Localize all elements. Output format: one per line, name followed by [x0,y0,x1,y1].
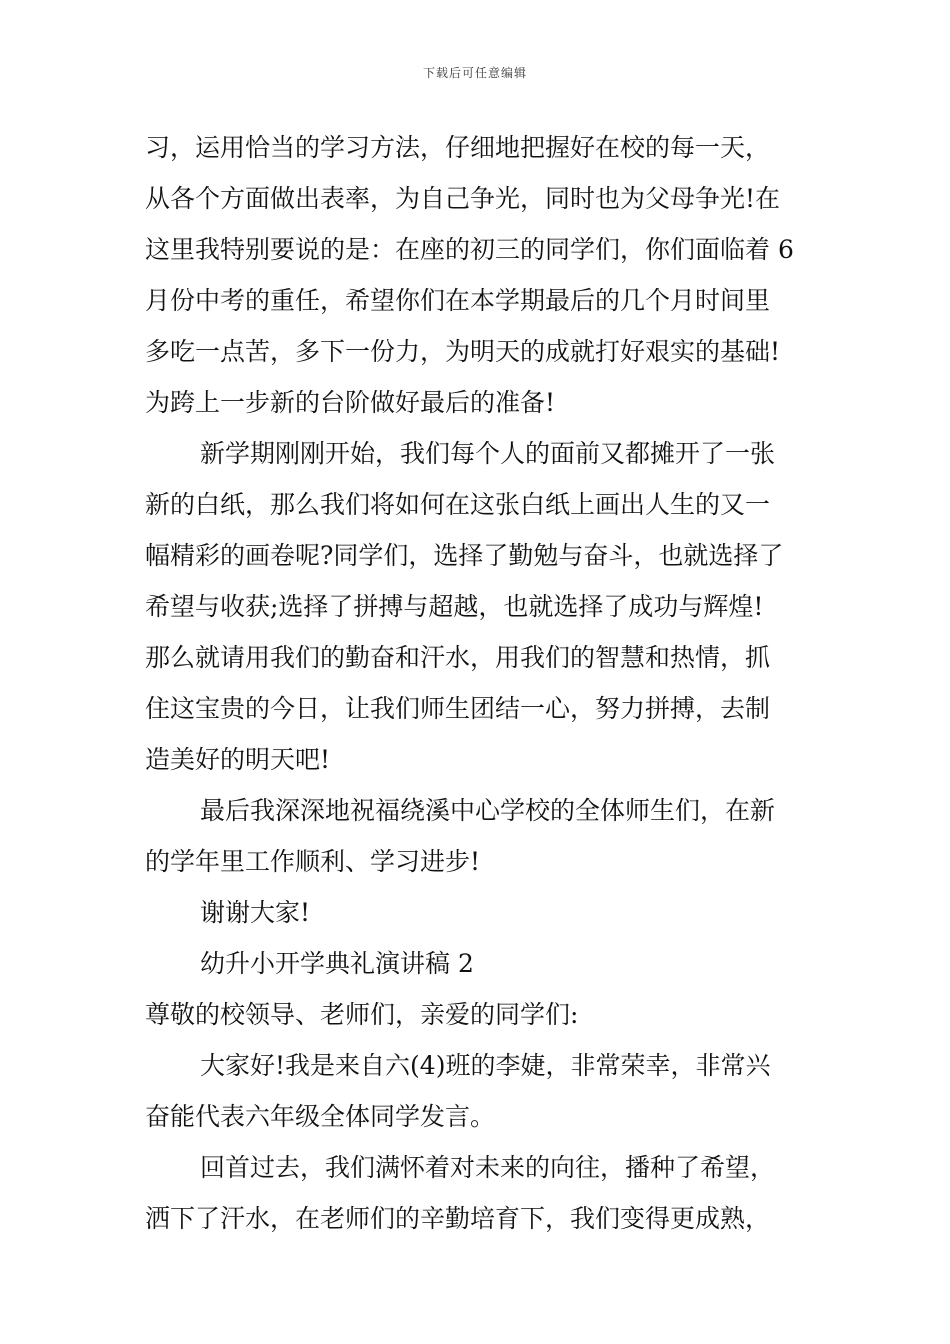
text-line: 的学年里工作顺利、学习进步! [145,847,481,876]
text-line: 洒下了汗水，在老师们的辛勤培育下，我们变得更成熟， [145,1204,771,1233]
text-line: 幅精彩的画卷呢?同学们，选择了勤勉与奋斗，也就选择了 [145,541,784,570]
text-line: 从各个方面做出表率，为自己争光，同时也为父母争光!在 [145,184,781,213]
document-body [145,124,810,1246]
text-line: 住这宝贵的今日，让我们师生团结一心，努力拼搏，去制 [145,694,771,723]
text-line: 那么就请用我们的勤奋和汗水，用我们的智慧和热情，抓 [145,643,771,672]
text-line: 多吃一点苦，多下一份力，为明天的成就打好艰实的基础! [145,337,781,366]
text-line: 希望与收获;选择了拼搏与超越，也就选择了成功与辉煌! [145,592,764,621]
text-line: 这里我特别要说的是：在座的初三的同学们，你们面临着 6 [145,235,794,264]
paragraph-start-line: 回首过去，我们满怀着对未来的向往，播种了希望， [200,1153,776,1182]
text-line: 造美好的明天吧! [145,745,331,774]
paragraph-start-line: 新学期刚刚开始，我们每个人的面前又都摊开了一张 [200,439,776,468]
section-title: 幼升小开学典礼演讲稿 2 [200,949,474,978]
salutation-line: 尊敬的校领导、老师们，亲爱的同学们: [145,1000,579,1029]
text-line: 习，运用恰当的学习方法，仔细地把握好在校的每一天， [145,133,771,162]
paragraph-start-line: 大家好!我是来自六(4)班的李婕，非常荣幸，非常兴 [200,1051,771,1080]
text-line: 为跨上一步新的台阶做好最后的准备! [145,388,556,417]
paragraph-start-line: 最后我深深地祝福绕溪中心学校的全体师生们，在新 [200,796,776,825]
text-line: 奋能代表六年级全体同学发言。 [145,1102,496,1131]
closing-line: 谢谢大家! [200,898,311,927]
text-line: 月份中考的重任，希望你们在本学期最后的几个月时间里 [145,286,771,315]
text-line: 新的白纸，那么我们将如何在这张白纸上画出人生的又一 [145,490,771,519]
header-note: 下载后可任意编辑 [422,66,527,80]
